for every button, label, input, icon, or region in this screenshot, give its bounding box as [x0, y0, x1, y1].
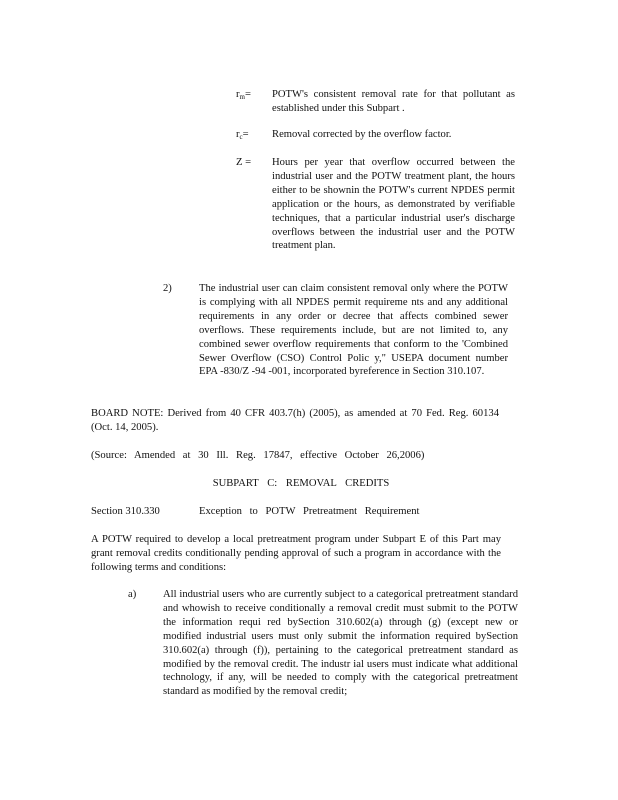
definition-text-rc: Removal corrected by the overflow factor.	[272, 129, 452, 140]
definition-text-rm: POTW's consistent removal rate for that pollutant as established under this Subpart .	[272, 89, 515, 114]
item-text-a: All industrial users who are currently subject to a categorical pretreatment standard and whowish to receive conditionally a removal credit must submit to the POTW the information requi red bySection 310.602(a) through (g) (except new or modified industrial users must only submit the information required bySection 310.602(a) through (f)), pertaining to the categorical pretreatment standard as modified by the removal credit. The industr ial users must indicate what additional technology, if any, will be needed to comply with the categorical pretreatment standard as modified by the removal credit;	[163, 589, 518, 698]
definition-term-z: Z =	[236, 157, 252, 168]
definition-text-z: Hours per year that overflow occurred between the industrial user and the POTW treatment plant, the hours either to be shownin the POTW's current NPDES permit application or the hours, as demonstrated by verifiable techniques, that a particular industrial user's discharge overflows between the industrial user and the POTW treatment plan.	[272, 157, 515, 252]
source-note: (Source: Amended at 30 Ill. Reg. 17847, effective October 26,2006)	[91, 450, 425, 461]
section-title: Exception to POTW Pretreatment Requirement	[199, 506, 420, 517]
item-label-2: 2)	[163, 283, 172, 294]
section-number: Section 310.330	[91, 506, 160, 517]
intro-paragraph: A POTW required to develop a local pretreatment program under Subpart E of this Part may grant removal credits conditionally pending approval of such a program in accordance with the following terms and conditions:	[91, 534, 501, 573]
subpart-heading: SUBPART C: REMOVAL CREDITS	[212, 478, 390, 489]
board-note: BOARD NOTE: Derived from 40 CFR 403.7(h) (2005), as amended at 70 Fed. Reg. 60134 (Oct. 14, 2005).	[91, 408, 499, 433]
item-text-2: The industrial user can claim consistent removal only where the POTW is complying with all NPDES permit requireme nts and any additional requirements in any order or decree that affects combined sewer overflows. These requirements include, but are not limited to, any combined sewer overflow requirements that conform to the 'Combined Sewer Overflow (CSO) Control Polic y," USEPA document number EPA -830/Z -94 -001, incorporated byreference in Section 310.107.	[199, 283, 508, 378]
item-label-a: a)	[128, 589, 137, 600]
definition-term-rc: $r_c=$	[236, 129, 249, 141]
definition-term-rm: $r_m=$	[236, 89, 251, 101]
